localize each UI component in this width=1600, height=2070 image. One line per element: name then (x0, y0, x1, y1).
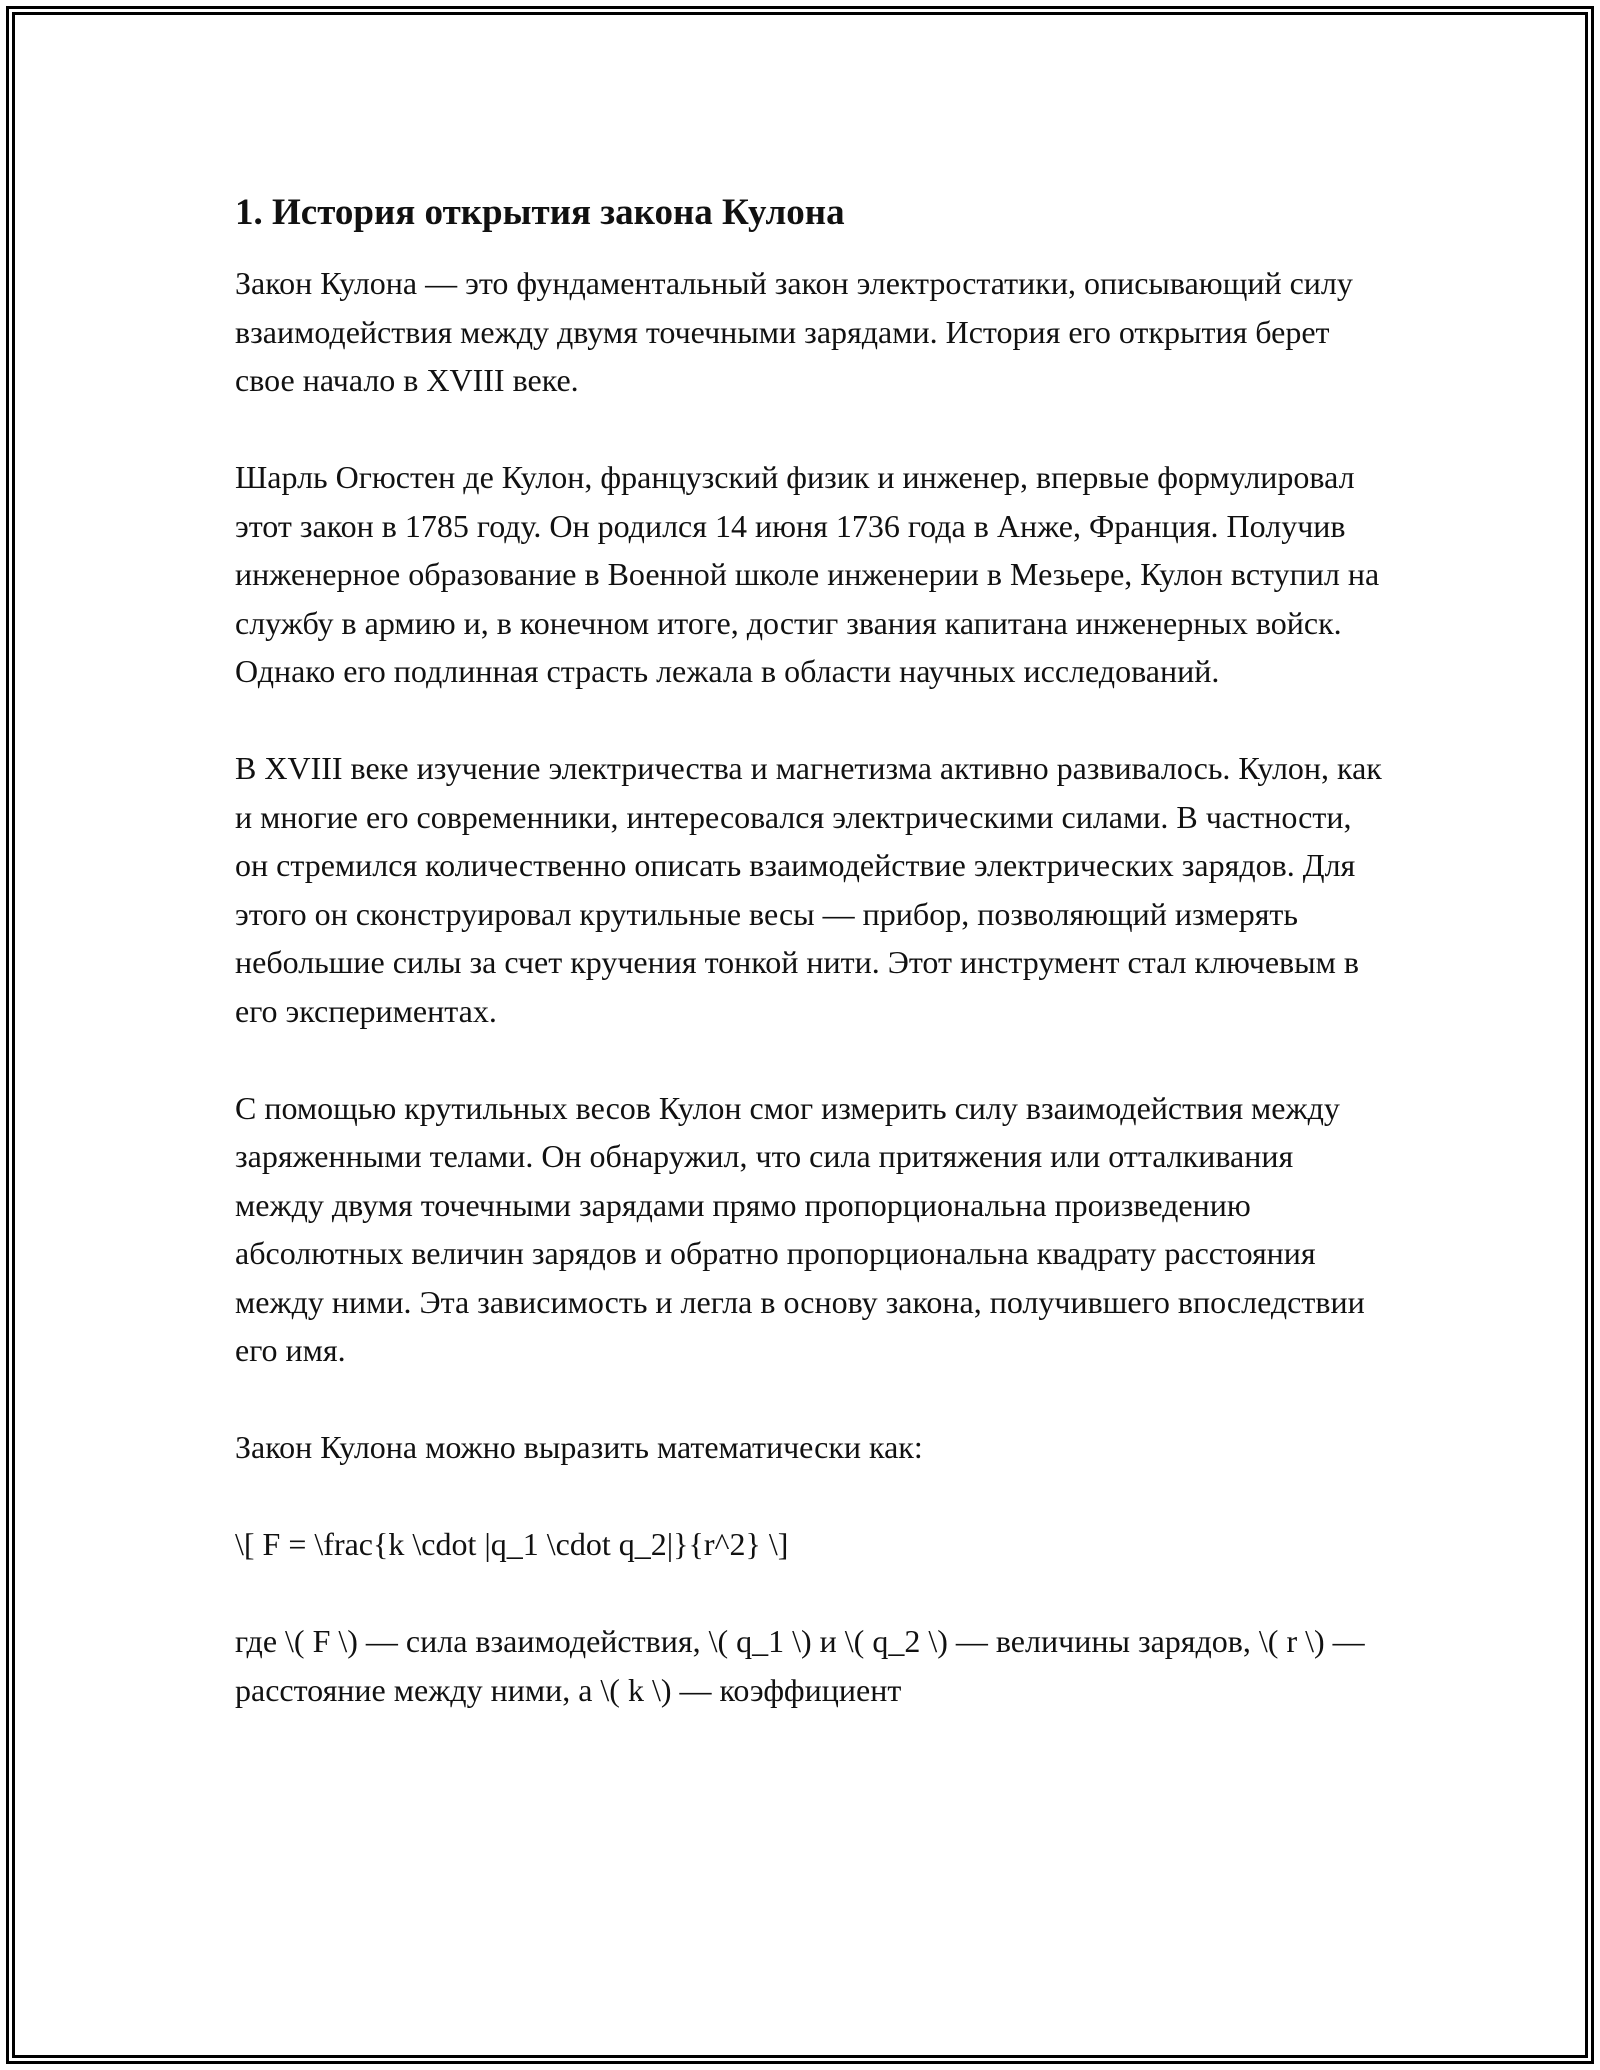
formula-text: \[ F = \frac{k \cdot |q_1 \cdot q_2|}{r^2} \] (235, 1526, 789, 1563)
paragraph-discovery: С помощью крутильных весов Кулон смог измерить силу взаимодействия между заряженными телами. Он обнаружил, что сила притяжения или отталкивания между двумя точечными зарядами прямо пропорциональна произведению абсолютных величин зарядов и обратно пропорциональна квадрату расстояния между ними. Эта зависимость и легла в основу закона, получившего впоследствии его имя. (235, 1089, 1365, 1369)
paragraph-formula-intro: Закон Кулона можно выразить математически как: (235, 1429, 923, 1466)
paragraph-formula-legend: где \( F \) — сила взаимодействия, \( q_1 \) и \( q_2 \) — величины зарядов, \( r \) — расстояние между ними, а \( k \) — коэффициент (235, 1623, 1365, 1708)
paragraph-research: В XVIII веке изучение электричества и магнетизма активно развивалось. Кулон, как и многие его современники, интересовался электрическими силами. В частности, он стремился количественно описать взаимодействие электрических зарядов. Для этого он сконструировал крутильные весы — прибор, позволяющий измерять небольшие силы за счет кручения тонкой нити. Этот инструмент стал ключевым в его экспериментах. (235, 750, 1382, 1029)
document-body (235, 180, 1385, 1763)
paragraph-intro: Закон Кулона — это фундаментальный закон электростатики, описывающий силу взаимодействия между двумя точечными зарядами. История его открытия берет свое начало в XVIII веке. (235, 265, 1353, 399)
paragraph-biography: Шарль Огюстен де Кулон, французский физик и инженер, впервые формулировал этот закон в 1785 году. Он родился 14 июня 1736 года в Анже, Франция. Получив инженерное образование в Военной школе инженерии в Мезьере, Кулон вступил на службу в армию и, в конечном итоге, достиг звания капитана инженерных войск. Однако его подлинная страсть лежала в области научных исследований. (235, 459, 1380, 690)
section-heading: 1. История открытия закона Кулона (235, 192, 845, 233)
